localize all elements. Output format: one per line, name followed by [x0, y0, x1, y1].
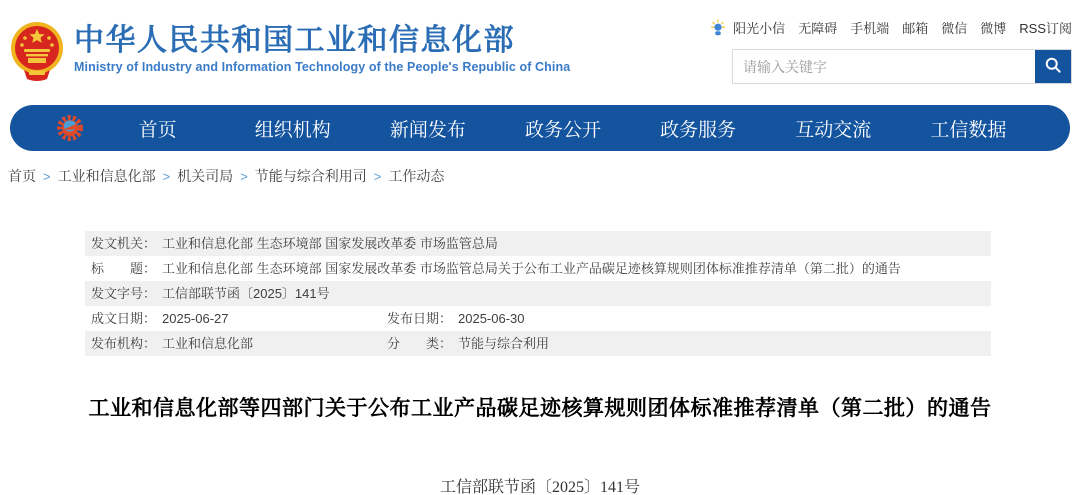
meta-label: 成文日期：: [91, 311, 157, 326]
brand-titles: [74, 24, 570, 74]
meta-row-doc-number: [85, 281, 991, 306]
nav-item-home[interactable]: 首页: [138, 119, 177, 141]
search-box: [732, 49, 1072, 84]
utility-link-accessibility[interactable]: 无障碍: [798, 21, 838, 36]
sunshine-mascot-icon: [710, 19, 726, 37]
meta-value: 工业和信息化部: [162, 336, 254, 351]
nav-item-organization[interactable]: 组织机构: [254, 119, 331, 141]
document-meta-table: [85, 231, 991, 356]
breadcrumb-miit[interactable]: 工业和信息化部: [57, 168, 156, 184]
main-nav: [10, 105, 1070, 151]
nav-item-gov-disclosure[interactable]: 政务公开: [524, 119, 601, 141]
breadcrumb-work-updates[interactable]: 工作动态: [388, 168, 445, 184]
site-brand: [10, 0, 570, 100]
utility-link-rss[interactable]: RSS订阅: [1019, 21, 1072, 36]
site-header: [0, 0, 1080, 100]
meta-label: 分 类：: [387, 336, 453, 351]
search-input[interactable]: [733, 50, 1035, 83]
utility-link-sunshine[interactable]: 阳光小信: [733, 21, 786, 36]
header-right: [732, 18, 1072, 100]
meta-row-issuing-agency: [85, 231, 991, 256]
nav-item-miit-data[interactable]: 工信数据: [930, 119, 1007, 141]
miit-e-logo-icon: [56, 114, 84, 142]
nav-item-gov-services[interactable]: 政务服务: [660, 119, 737, 141]
utility-link-mobile[interactable]: 手机端: [850, 21, 890, 36]
search-icon: [1043, 55, 1063, 78]
meta-value: 工信部联节函〔2025〕141号: [162, 286, 330, 301]
breadcrumb-separator: >: [240, 168, 248, 184]
utility-link-wechat[interactable]: 微信: [941, 21, 968, 36]
meta-label: 发布机构：: [91, 336, 157, 351]
breadcrumb-energy-dept[interactable]: 节能与综合利用司: [254, 168, 367, 184]
meta-row-publisher-category: [85, 331, 991, 356]
nav-item-news[interactable]: 新闻发布: [389, 119, 466, 141]
utility-link-mail[interactable]: 邮箱: [902, 21, 929, 36]
meta-value: 工业和信息化部 生态环境部 国家发展改革委 市场监管总局关于公布工业产品碳足迹核算规则团体标准推荐清单（第二批）的通告: [162, 261, 901, 276]
breadcrumb-departments[interactable]: 机关司局: [177, 168, 234, 184]
utility-links: [732, 18, 1072, 37]
breadcrumb-separator: >: [162, 168, 171, 184]
search-button[interactable]: [1035, 50, 1071, 83]
meta-label: 发文机关：: [91, 236, 157, 251]
meta-row-dates: [85, 306, 991, 331]
meta-value: 2025-06-27: [162, 311, 229, 326]
site-title-zh: 中华人民共和国工业和信息化部: [74, 24, 515, 57]
meta-row-title: [85, 256, 991, 281]
breadcrumb-home[interactable]: 首页: [8, 168, 36, 184]
meta-value: 工业和信息化部 生态环境部 国家发展改革委 市场监管总局: [162, 236, 498, 251]
breadcrumb-separator: >: [43, 168, 51, 184]
site-title-en: Ministry of Industry and Information Technology of the People's Republic of China: [74, 60, 571, 74]
breadcrumb: [8, 166, 1080, 186]
article-title: 工业和信息化部等四部门关于公布工业产品碳足迹核算规则团体标准推荐清单（第二批）的通告: [88, 397, 992, 420]
meta-label: 发文字号：: [91, 286, 157, 301]
meta-label: 标 题：: [91, 261, 157, 276]
meta-label: 发布日期：: [387, 311, 453, 326]
meta-value: 节能与综合利用: [458, 336, 550, 351]
article-doc-number: 工信部联节函〔2025〕141号: [439, 479, 640, 495]
national-emblem-icon: [10, 21, 64, 81]
utility-link-weibo[interactable]: 微博: [980, 21, 1007, 36]
nav-item-interaction[interactable]: 互动交流: [795, 119, 872, 141]
breadcrumb-separator: >: [373, 168, 382, 184]
meta-value: 2025-06-30: [458, 311, 525, 326]
